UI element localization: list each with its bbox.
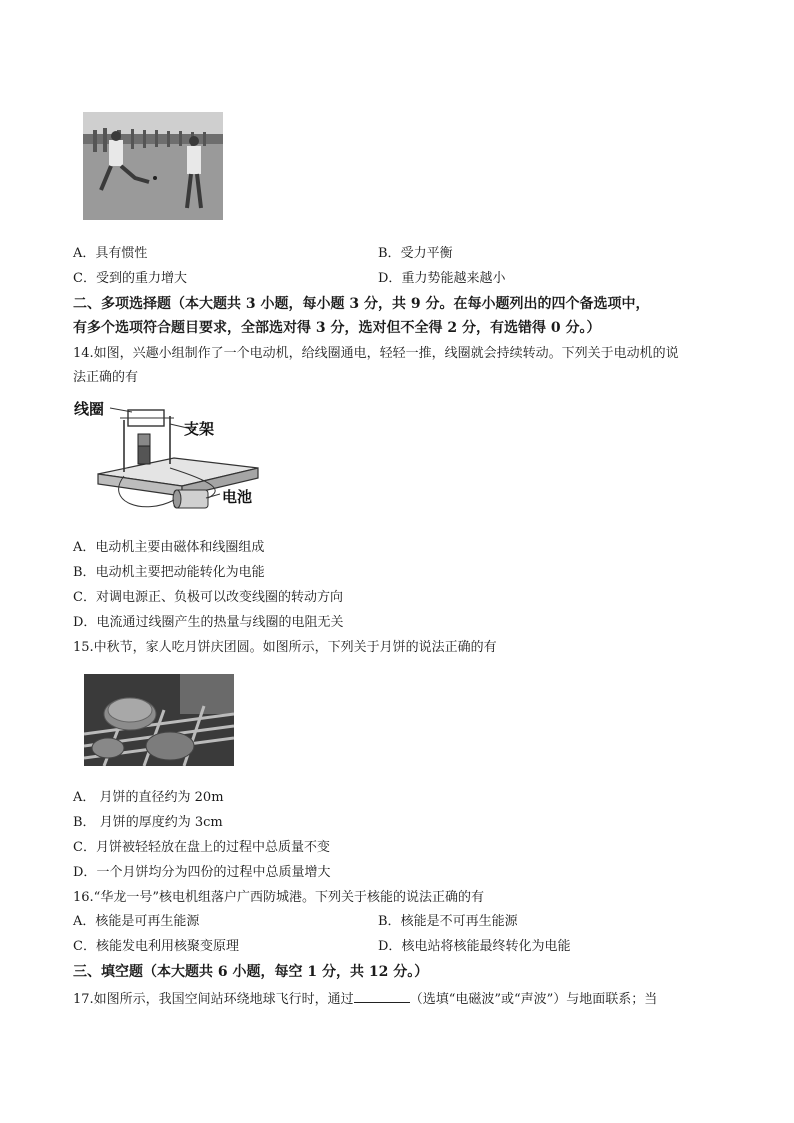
mooncake-photo-drawing	[84, 674, 234, 766]
figure-label-coil: 线圈	[74, 400, 105, 418]
q14-figure	[74, 394, 270, 522]
q14-stem-line2: 法正确的有	[73, 370, 139, 385]
q17-stem: 17.如图所示，我国空间站环绕地球飞行时，通过 （选填“电磁波”或“声波”）与地面联系；当	[73, 988, 657, 1010]
q15-option-d: D．一个月饼均分为四份的过程中总质量增大	[73, 865, 331, 880]
figure-label-bracket: 支架	[184, 420, 215, 438]
q13-photo-drawing	[83, 112, 223, 220]
q14-option-a: A．电动机主要由磁体和线圈组成	[73, 540, 265, 555]
q16-option-a: A．核能是可再生能源	[73, 914, 200, 929]
q15-option-c: C．月饼被轻轻放在盘上的过程中总质量不变	[73, 840, 330, 855]
section2-heading-line1: 二、多项选择题（本大题共 3 小题，每小题 3 分，共 9 分。在每小题列出的四个备选项中，	[73, 296, 650, 312]
q17-answer-blank[interactable]	[354, 988, 410, 1003]
q15-photo	[84, 674, 234, 766]
q13-option-d: D．重力势能越来越小	[378, 271, 506, 286]
section2-heading-line2: 有多个选项符合题目要求，全部选对得 3 分，选对但不全得 2 分，有选错得 0 分。）	[73, 320, 601, 336]
section3-heading: 三、填空题（本大题共 6 小题，每空 1 分，共 12 分。）	[73, 964, 429, 980]
q15-stem: 15.中秋节，家人吃月饼庆团圆。如图所示，下列关于月饼的说法正确的有	[73, 640, 497, 655]
q14-option-b: B．电动机主要把动能转化为电能	[73, 565, 265, 580]
q14-option-d: D．电流通过线圈产生的热量与线圈的电阻无关	[73, 615, 344, 630]
q15-option-b: B． 月饼的厚度约为 3cm	[73, 815, 223, 830]
q16-option-b: B．核能是不可再生能源	[378, 914, 518, 929]
q13-option-a: A．具有惯性	[73, 246, 148, 261]
q13-option-c: C．受到的重力增大	[73, 271, 187, 286]
figure-label-battery: 电池	[222, 488, 253, 506]
q13-photo	[83, 112, 223, 220]
q16-option-d: D．核电站将核能最终转化为电能	[378, 939, 571, 954]
q14-stem-line1: 14.如图，兴趣小组制作了一个电动机，给线圈通电，轻轻一推，线圈就会持续转动。下列关于电动机的说	[73, 346, 679, 361]
q16-stem: 16.“华龙一号”核电机组落户广西防城港。下列关于核能的说法正确的有	[73, 890, 484, 905]
q16-option-c: C．核能发电利用核聚变原理	[73, 939, 239, 954]
q13-option-b: B．受力平衡	[378, 246, 453, 261]
q14-option-c: C．对调电源正、负极可以改变线圈的转动方向	[73, 590, 343, 605]
q15-option-a: A． 月饼的直径约为 20m	[73, 790, 224, 805]
